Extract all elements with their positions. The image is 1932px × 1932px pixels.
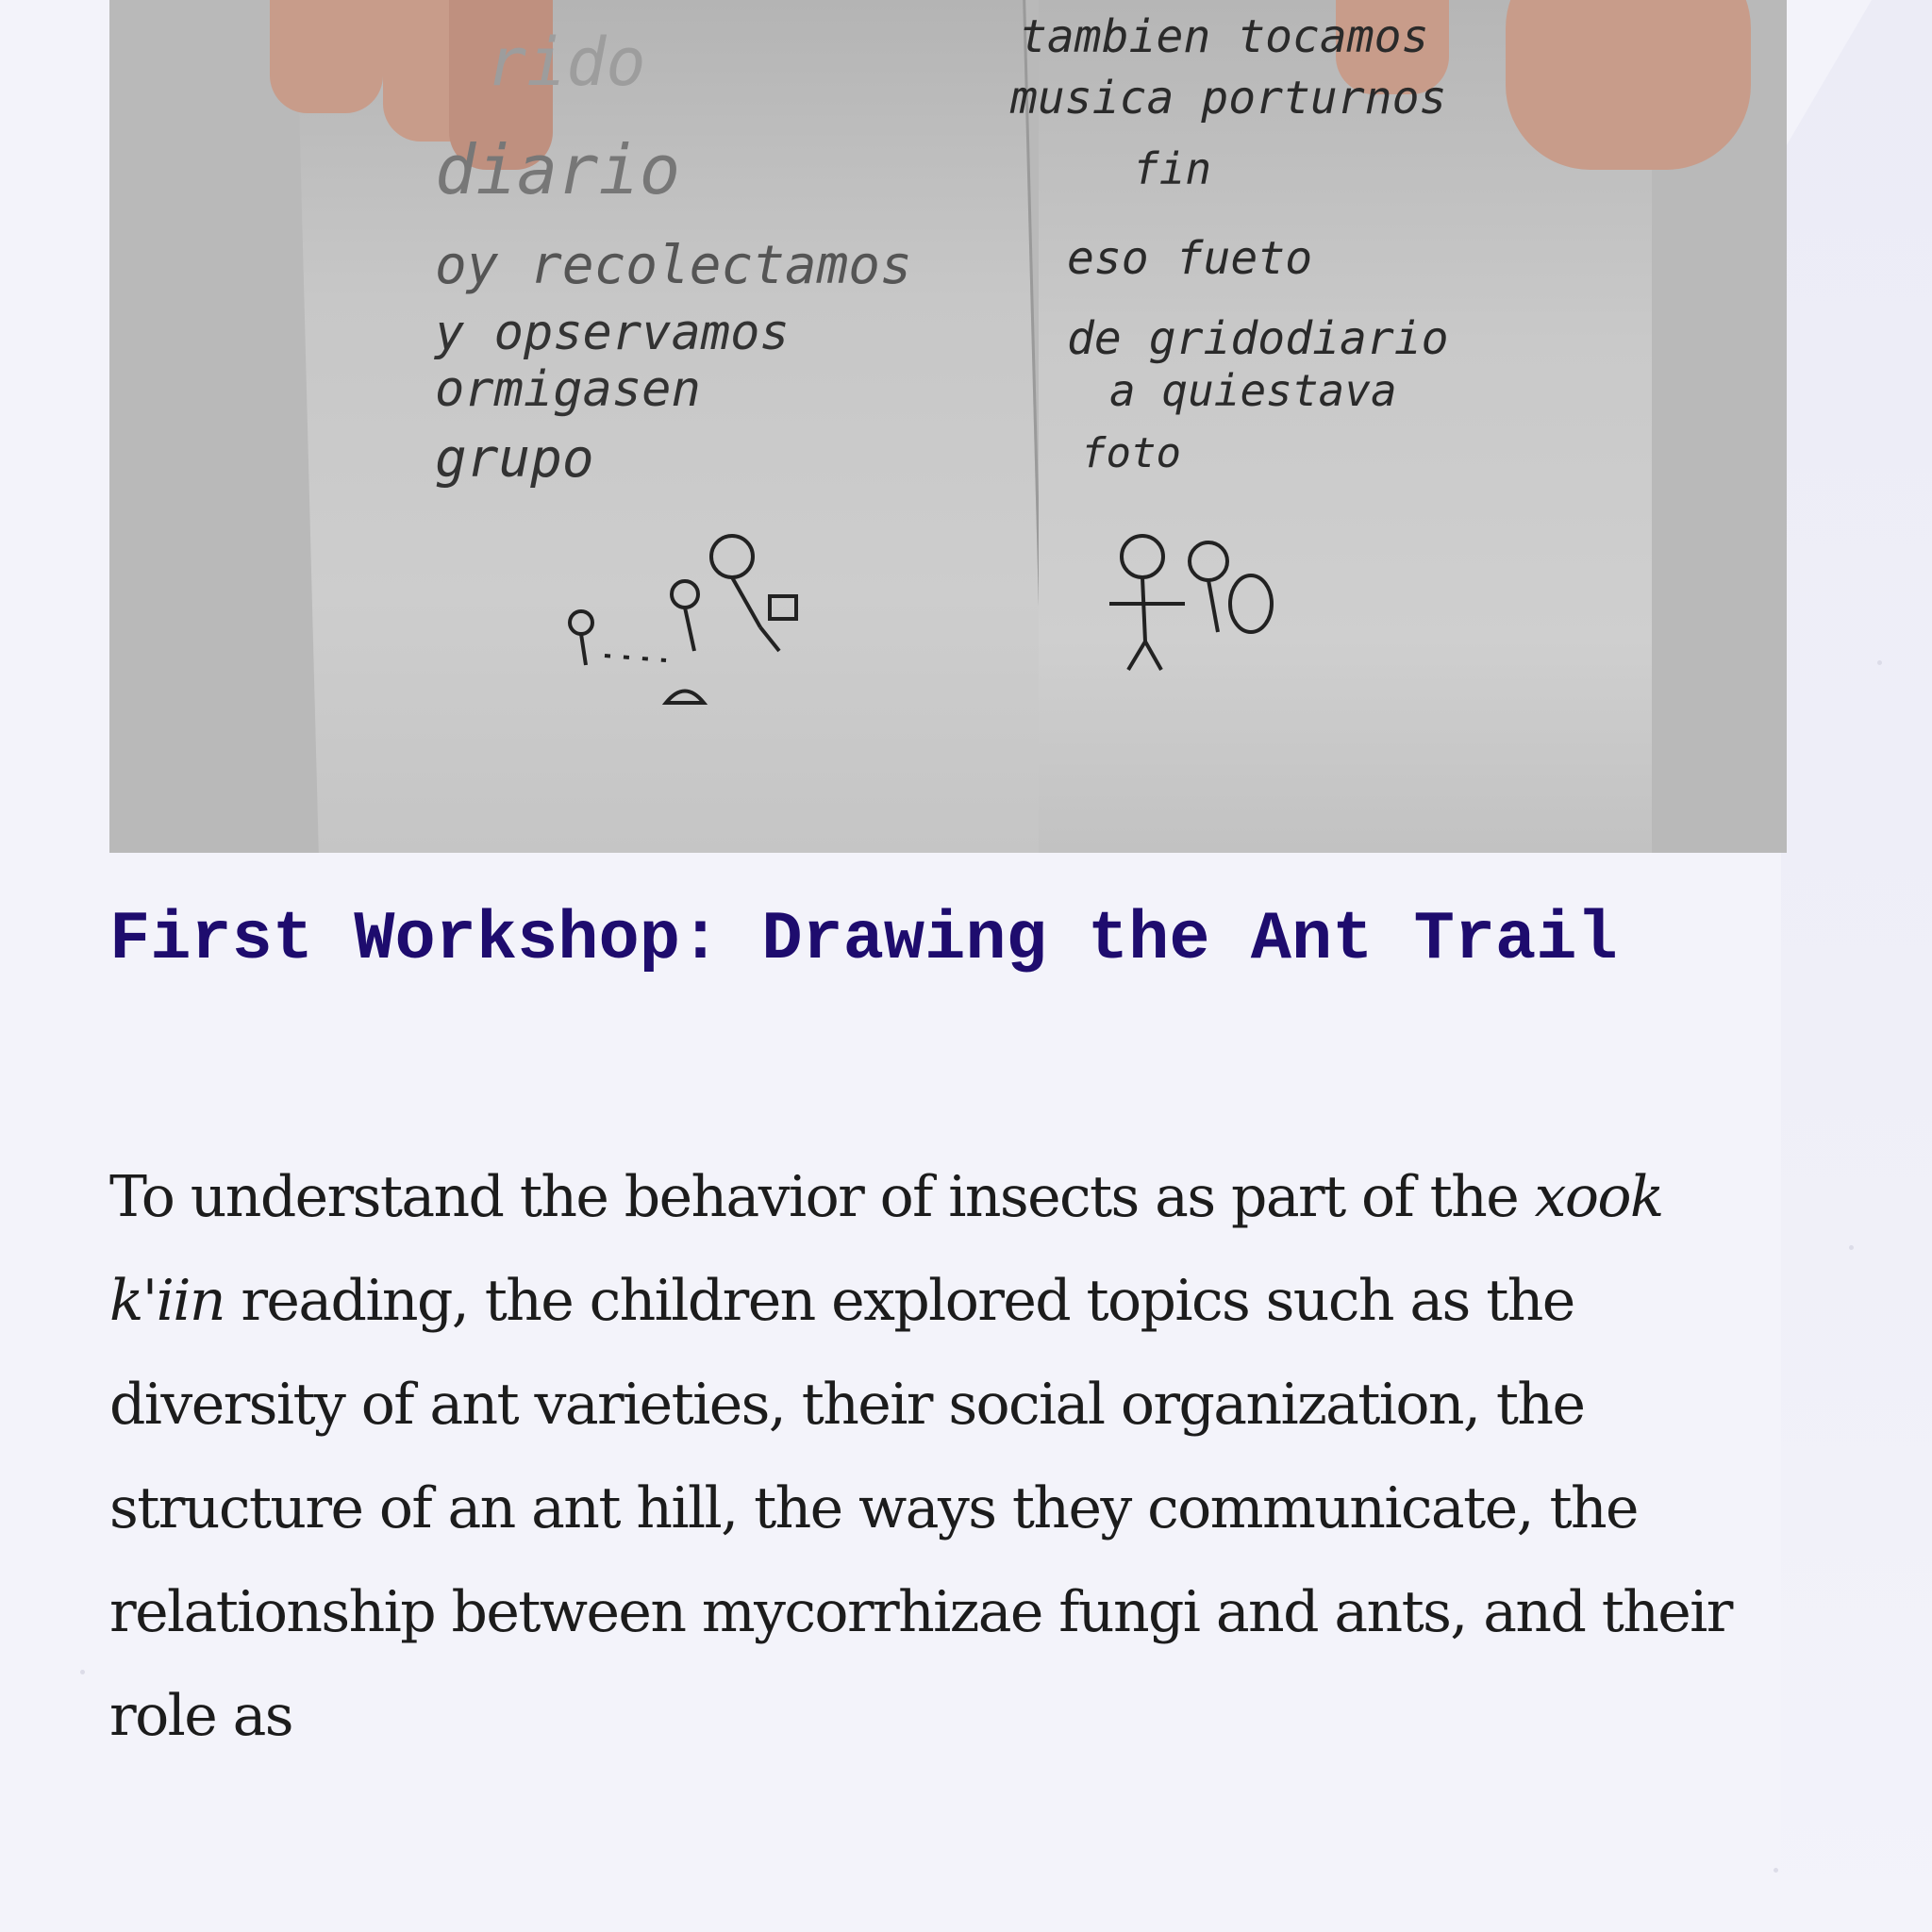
background-dot — [1849, 1245, 1854, 1250]
background-dot — [1774, 1868, 1778, 1873]
handwriting-line: eso fueto — [1067, 232, 1313, 285]
handwriting-line: musica porturnos — [1010, 72, 1447, 125]
handwriting-drawing — [109, 0, 1787, 853]
background-dot — [80, 1670, 85, 1674]
handwriting-line: tambien tocamos — [1020, 10, 1429, 63]
background-dot — [1877, 660, 1882, 665]
handwriting-line: foto — [1081, 429, 1181, 477]
article-paragraph — [109, 1145, 1787, 1768]
handwriting-line: fin — [1133, 143, 1212, 194]
handwriting-line: rido — [487, 24, 646, 101]
handwriting-line: y opservamos — [435, 305, 790, 361]
handwriting-line: grupo — [435, 428, 594, 490]
notebook-photo — [109, 0, 1787, 853]
paragraph-rest: reading, the children explored topics such as the diversity of ant varieties, their social organization, the structure of an ant hill, the ways they communicate, the relationship between mycorrhizae fungi and ants, and their role as — [109, 1268, 1732, 1749]
paragraph-term: xook k'iin — [109, 1164, 1663, 1334]
handwriting-line: ormigasen — [435, 361, 701, 418]
handwriting-line: a quiestava — [1109, 365, 1397, 416]
stick-figures-left — [570, 536, 796, 703]
stick-figures-right — [1109, 536, 1272, 670]
paragraph-intro: To understand the behavior of insects as part of the — [109, 1164, 1535, 1230]
article — [109, 0, 1787, 1768]
handwriting-line: oy recolectamos — [435, 235, 912, 296]
handwriting-line: de gridodiario — [1067, 312, 1449, 365]
background-shape — [1781, 0, 1932, 1932]
workshop-title: First Workshop: Drawing the Ant Trail — [109, 901, 1618, 978]
handwriting-line: diario — [435, 130, 681, 209]
